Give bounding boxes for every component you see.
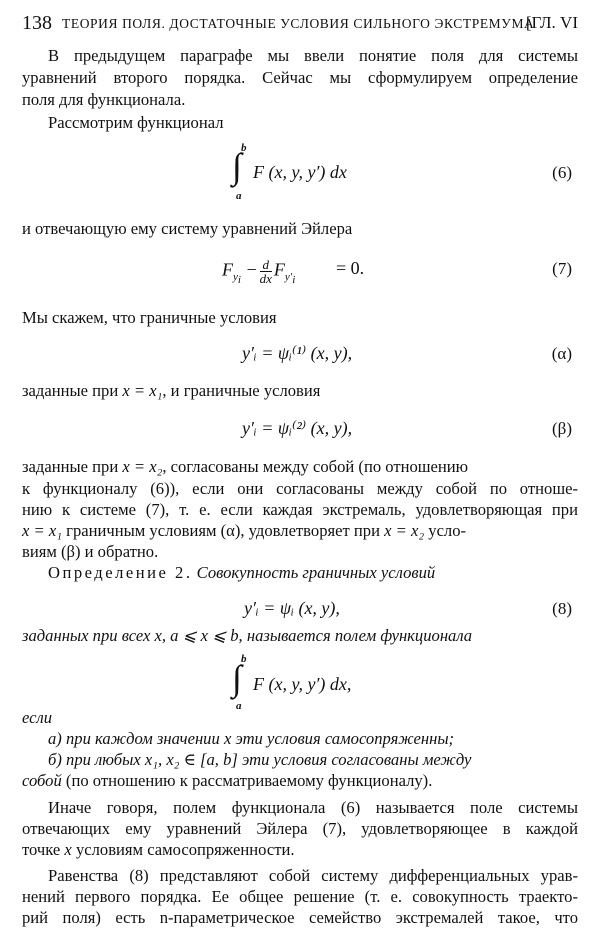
equation-number: (7) [552,259,572,278]
integrand: F (x, y, y′) dx [253,162,347,182]
euler-equation: $F_{y_i}$ − $\frac{d}{dx}$ $F_{y'_i}$ [222,257,296,287]
lower-limit: a [236,700,242,712]
paragraph-line: x = x₁ граничным условиям (α), удовлетворяет при x = x₂ усло- [22,521,467,540]
running-header [22,12,582,36]
equation-number: (6) [552,163,572,182]
equation-8: y′ᵢ = ψᵢ (x, y), [244,598,340,618]
paragraph-line: Рассмотрим функционал [48,113,224,132]
equation-beta: y′ᵢ = ψᵢ⁽²⁾ (x, y), [242,418,353,438]
equation-number: (8) [552,599,572,618]
paragraph-line: к функционалу (6)), если они согласованы между собой по отноше- [22,479,578,498]
paragraph-line: заданные при x = x₁, и граничные условия [22,381,321,400]
paragraph-line: уравнений второго порядка. Сейчас мы сформулируем определение [22,68,578,87]
integral-sign: ∫ [232,146,242,186]
upper-limit: b [241,142,247,154]
paragraph-line: Иначе говоря, полем функционала (6) называется поле системы [48,798,578,817]
header-title: ТЕОРИЯ ПОЛЯ. ДОСТАТОЧНЫЕ УСЛОВИЯ СИЛЬНОГО ЭКСТРЕМУМА [62,16,535,31]
paragraph-line: поля для функционала. [22,90,186,109]
equation-rhs: = 0. [336,258,365,278]
equation-number: (β) [552,419,572,438]
equation-number: (α) [551,344,572,363]
definition-line: если [22,708,53,727]
paragraph-line: Равенства (8) представляют собой систему дифференциальных урав- [48,866,578,885]
integrand: F (x, y, y′) dx, [253,674,352,694]
paragraph-line: отвечающих ему уравнений Эйлера (7), удовлетворяющее в каждой [22,819,578,838]
paragraph-line: Мы скажем, что граничные условия [22,308,277,327]
paragraph-line: нений первого порядка. Ее общее решение (т. е. совокупность траекто- [22,887,578,906]
list-item-b: б) при любых x₁, x₂ ∈ [a, b] эти условия согласованы между [48,750,472,769]
integral-sign: ∫ [232,658,242,698]
paragraph-line: точке x условиям самосопряженности. [22,840,295,859]
lower-limit: a [236,190,242,202]
paragraph-line: виям (β) и обратно. [22,542,159,561]
paragraph-line: нию к системе (7), т. е. если каждая экстремаль, удовлетворяющая при [22,500,578,519]
list-item-b-cont: собой (по отношению к рассматриваемому функционалу). [22,771,433,790]
list-item-a: а) при каждом значении x эти условия самосопряженны; [48,729,455,748]
definition-line: заданных при всех x, a ⩽ x ⩽ b, называется полем функционала [22,626,473,645]
paragraph-line: и отвечающую ему систему уравнений Эйлера [22,219,353,238]
paragraph-line: рий поля) есть n-параметрическое семейство экстремалей такое, что [22,908,578,927]
equation-alpha: y′ᵢ = ψᵢ⁽¹⁾ (x, y), [242,343,353,363]
paragraph-line: В предыдущем параграфе мы ввели понятие поля для системы [48,46,578,65]
upper-limit: b [241,653,247,665]
paragraph-line: заданные при x = x₂, согласованы между собой (по отношению [22,457,469,476]
definition-heading: Определение 2. Совокупность граничных условий [48,563,436,582]
header-section: [ГЛ. VI [525,13,578,32]
page-number: 138 [22,12,52,34]
